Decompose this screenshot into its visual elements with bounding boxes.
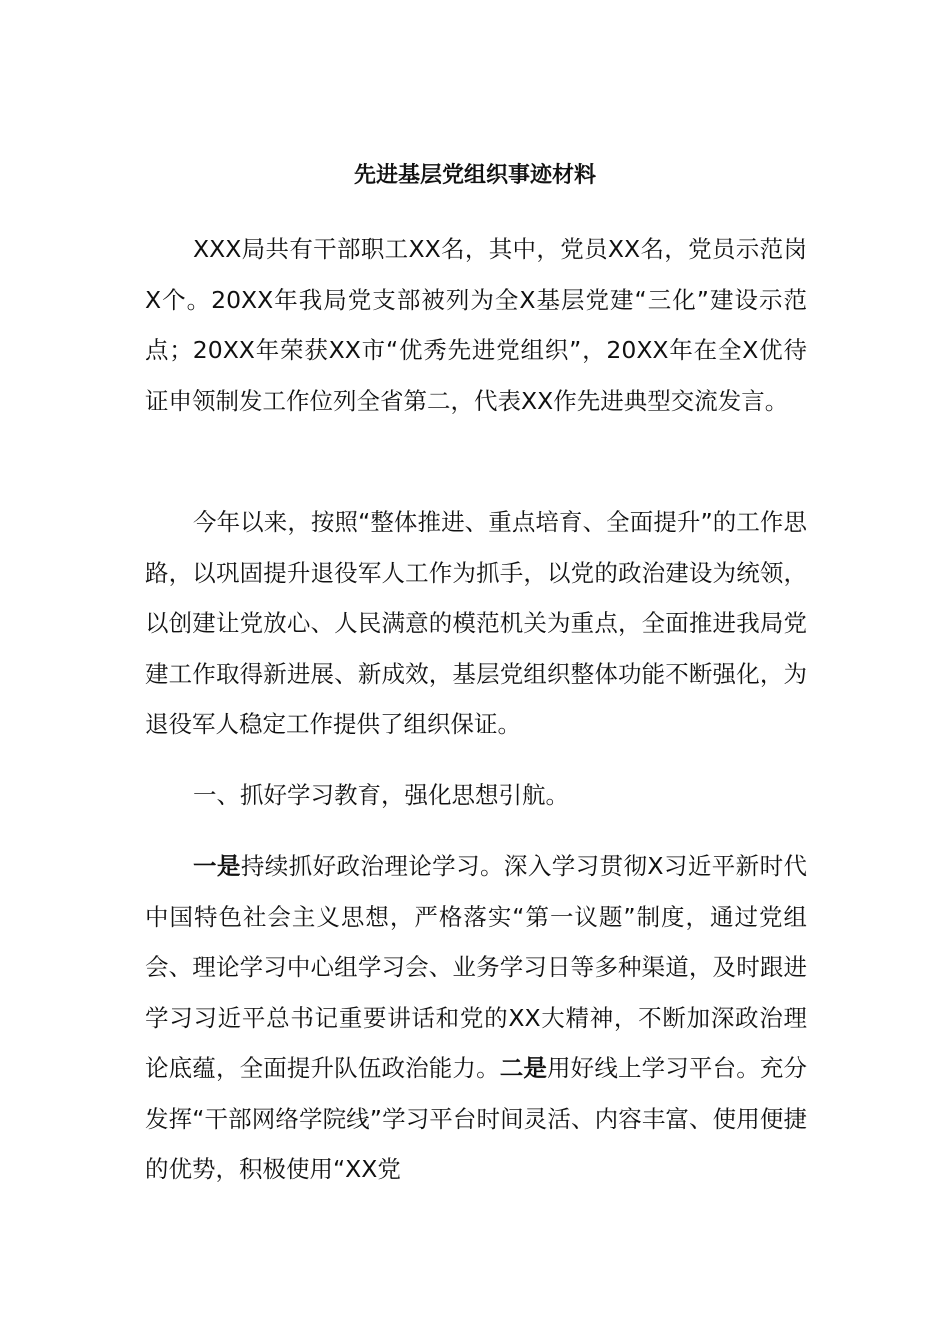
paragraph-intro: XXX局共有干部职工XX名，其中，党员XX名，党员示范岗X个。20XX年我局党支部被列为全X基层党建“三化”建设示范点；20XX年荣获XX市“优秀先进党组织”，20XX年在全X优待证申领制发工作位列全省第二，代表XX作先进典型交流发言。	[145, 235, 807, 415]
section-heading-1: 一、抓好学习教育，强化思想引航。	[193, 781, 569, 809]
lead-label-first: 一是	[193, 852, 241, 880]
study-text-second: 用好线上学习平台。充分发挥“干部网络学院线”学习平台时间灵活、内容丰富、使用便捷的优势，积极使用“XX党	[145, 1054, 808, 1183]
document-title: 先进基层党组织事迹材料	[353, 163, 596, 188]
paragraph-study-education	[145, 841, 807, 1195]
lead-label-second: 二是	[499, 1054, 548, 1082]
paragraph-overview: 今年以来，按照“整体推进、重点培育、全面提升”的工作思路，以巩固提升退役军人工作为抓手，以党的政治建设为统领，以创建让党放心、人民满意的模范机关为重点，全面推进我局党建工作取得新进展、新成效，基层党组织整体功能不断强化，为退役军人稳定工作提供了组织保证。	[145, 508, 807, 738]
study-text-first: 持续抓好政治理论学习。深入学习贯彻X习近平新时代中国特色社会主义思想，严格落实“第一议题”制度，通过党组会、理论学习中心组学习会、业务学习日等多种渠道，及时跟进学习习近平总书记重要讲话和党的XX大精神，不断加深政治理论底蕴，全面提升队伍政治能力。	[145, 852, 808, 1082]
